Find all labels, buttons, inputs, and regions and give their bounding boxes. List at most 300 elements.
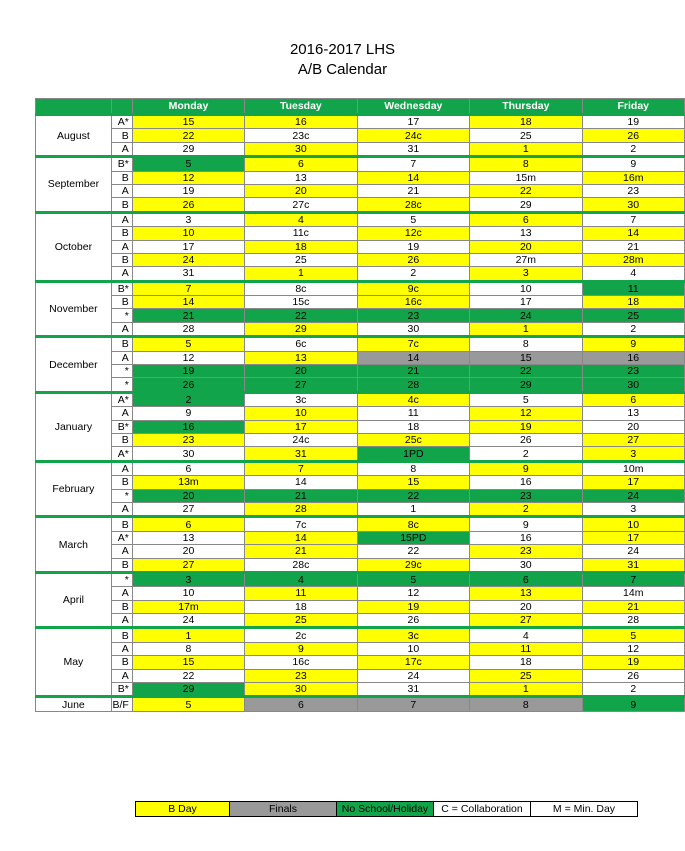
- day-cell: 21: [582, 600, 684, 613]
- day-cell: 19: [470, 420, 582, 433]
- day-cell: 6: [245, 157, 357, 171]
- day-cell: 23: [470, 545, 582, 558]
- day-cell: 26: [132, 378, 244, 392]
- month-label: June: [36, 697, 112, 711]
- day-cell: 6: [132, 461, 244, 475]
- header-tuesday: Tuesday: [245, 99, 357, 115]
- day-cell: 25: [470, 129, 582, 142]
- day-cell: 3: [582, 502, 684, 516]
- legend-item: M = Min. Day: [531, 802, 638, 817]
- day-cell: 1: [470, 142, 582, 156]
- week-row: [36, 171, 685, 184]
- ab-day-label: B: [111, 517, 132, 531]
- day-cell: 22: [132, 129, 244, 142]
- ab-day-label: A*: [111, 115, 132, 129]
- day-cell: 11: [245, 587, 357, 600]
- ab-day-label: A: [111, 322, 132, 336]
- day-cell: 21: [245, 489, 357, 502]
- day-cell: 1: [470, 322, 582, 336]
- week-row: [36, 129, 685, 142]
- day-cell: 18: [245, 240, 357, 253]
- day-cell: 17: [582, 531, 684, 544]
- day-cell: 8: [470, 337, 582, 351]
- day-cell: 19: [582, 656, 684, 669]
- week-row: [36, 628, 685, 642]
- day-cell: 17: [357, 115, 470, 129]
- day-cell: 7: [357, 697, 470, 711]
- header-month-cell: [36, 99, 112, 115]
- page-subtitle: A/B Calendar: [297, 61, 388, 78]
- ab-day-label: B: [111, 337, 132, 351]
- day-cell: 17: [245, 420, 357, 433]
- day-cell: 12: [132, 351, 244, 364]
- day-cell: 5: [357, 572, 470, 586]
- day-cell: 31: [357, 142, 470, 156]
- day-cell: 11: [582, 281, 684, 295]
- day-cell: 15: [132, 656, 244, 669]
- week-row: [36, 281, 685, 295]
- ab-day-label: B: [111, 129, 132, 142]
- month-label: January: [36, 392, 112, 461]
- month-label: October: [36, 212, 112, 281]
- week-row: [36, 212, 685, 226]
- day-cell: 17: [132, 240, 244, 253]
- day-cell: 16: [245, 115, 357, 129]
- ab-day-label: A*: [111, 531, 132, 544]
- day-cell: 15: [470, 351, 582, 364]
- day-cell: 13m: [132, 476, 244, 489]
- day-cell: 24c: [245, 433, 357, 446]
- day-cell: 10: [470, 281, 582, 295]
- day-cell: 28c: [245, 558, 357, 572]
- day-cell: 21: [132, 309, 244, 322]
- day-cell: 20: [245, 184, 357, 197]
- ab-day-label: A: [111, 212, 132, 226]
- day-cell: 21: [357, 365, 470, 378]
- day-cell: 21: [357, 184, 470, 197]
- day-cell: 8: [132, 642, 244, 655]
- day-cell: 12: [132, 171, 244, 184]
- day-cell: 1: [245, 267, 357, 281]
- ab-day-label: A: [111, 407, 132, 420]
- legend-item: Finals: [230, 802, 337, 817]
- ab-day-label: B/F: [111, 697, 132, 711]
- day-cell: 31: [582, 558, 684, 572]
- day-cell: 14m: [582, 587, 684, 600]
- day-cell: 6: [470, 212, 582, 226]
- day-cell: 12: [470, 407, 582, 420]
- day-cell: 21: [582, 240, 684, 253]
- week-row: [36, 253, 685, 266]
- day-cell: 9: [582, 337, 684, 351]
- week-row: [36, 614, 685, 628]
- week-row: [36, 517, 685, 531]
- day-cell: 27: [582, 433, 684, 446]
- day-cell: 17: [582, 476, 684, 489]
- day-cell: 27c: [245, 198, 357, 212]
- day-cell: 25: [245, 253, 357, 266]
- day-cell: 30: [582, 198, 684, 212]
- day-cell: 7: [582, 212, 684, 226]
- day-cell: 7: [582, 572, 684, 586]
- day-cell: 18: [245, 600, 357, 613]
- day-cell: 10: [357, 642, 470, 655]
- day-cell: 24: [357, 669, 470, 682]
- ab-day-label: B: [111, 476, 132, 489]
- day-cell: 19: [357, 240, 470, 253]
- week-row: [36, 337, 685, 351]
- day-cell: 16c: [245, 656, 357, 669]
- month-label: March: [36, 517, 112, 573]
- header-wednesday: Wednesday: [357, 99, 470, 115]
- header-ab-cell: [111, 99, 132, 115]
- ab-day-label: B*: [111, 683, 132, 697]
- day-cell: 18: [470, 656, 582, 669]
- ab-day-label: A: [111, 545, 132, 558]
- calendar-table: [35, 98, 685, 712]
- day-cell: 10: [132, 587, 244, 600]
- day-cell: 4: [582, 267, 684, 281]
- day-cell: 24: [132, 614, 244, 628]
- day-cell: 2: [582, 322, 684, 336]
- day-cell: 10m: [582, 461, 684, 475]
- day-cell: 5: [357, 212, 470, 226]
- header-thursday: Thursday: [470, 99, 582, 115]
- ab-day-label: *: [111, 572, 132, 586]
- month-label: May: [36, 628, 112, 697]
- day-cell: 29: [470, 378, 582, 392]
- week-row: [36, 656, 685, 669]
- ab-day-label: *: [111, 489, 132, 502]
- day-cell: 14: [245, 476, 357, 489]
- day-cell: 20: [132, 489, 244, 502]
- week-row: [36, 184, 685, 197]
- day-cell: 15: [357, 476, 470, 489]
- ab-day-label: B: [111, 656, 132, 669]
- day-cell: 3: [132, 572, 244, 586]
- day-cell: 17: [470, 296, 582, 309]
- week-row: [36, 600, 685, 613]
- day-cell: 8: [470, 697, 582, 711]
- week-row: [36, 642, 685, 655]
- legend-item: C = Collaboration: [434, 802, 531, 817]
- week-row: [36, 683, 685, 697]
- day-cell: 27: [132, 558, 244, 572]
- day-cell: 4: [470, 628, 582, 642]
- day-cell: 20: [582, 420, 684, 433]
- day-cell: 10: [582, 517, 684, 531]
- day-cell: 4c: [357, 392, 470, 406]
- ab-day-label: B*: [111, 281, 132, 295]
- ab-day-label: A: [111, 184, 132, 197]
- day-cell: 12c: [357, 227, 470, 240]
- day-cell: 27: [470, 614, 582, 628]
- month-label: November: [36, 281, 112, 337]
- week-row: [36, 461, 685, 475]
- day-cell: 7c: [357, 337, 470, 351]
- day-cell: 20: [245, 365, 357, 378]
- day-cell: 3: [470, 267, 582, 281]
- day-cell: 7: [132, 281, 244, 295]
- day-cell: 13: [245, 171, 357, 184]
- day-cell: 28c: [357, 198, 470, 212]
- ab-day-label: A: [111, 642, 132, 655]
- day-cell: 31: [357, 683, 470, 697]
- day-cell: 12: [582, 642, 684, 655]
- day-cell: 9: [582, 697, 684, 711]
- day-cell: 2: [470, 447, 582, 461]
- day-cell: 28: [245, 502, 357, 516]
- day-cell: 6: [245, 697, 357, 711]
- ab-day-label: A: [111, 614, 132, 628]
- page-title: 2016-2017 LHS: [289, 41, 396, 58]
- day-cell: 15c: [245, 296, 357, 309]
- day-cell: 7: [357, 157, 470, 171]
- day-cell: 2: [132, 392, 244, 406]
- day-cell: 26: [470, 433, 582, 446]
- ab-day-label: B: [111, 253, 132, 266]
- month-label: April: [36, 572, 112, 628]
- day-cell: 26: [582, 129, 684, 142]
- ab-day-label: A: [111, 502, 132, 516]
- day-cell: 30: [357, 322, 470, 336]
- ab-day-label: *: [111, 365, 132, 378]
- day-cell: 16: [582, 351, 684, 364]
- day-cell: 16: [470, 531, 582, 544]
- week-row: [36, 489, 685, 502]
- week-row: [36, 545, 685, 558]
- day-cell: 1: [470, 683, 582, 697]
- week-row: [36, 198, 685, 212]
- day-cell: 23: [132, 433, 244, 446]
- legend-item: No School/Holiday: [337, 802, 434, 817]
- day-cell: 3c: [357, 628, 470, 642]
- month-label: February: [36, 461, 112, 517]
- day-cell: 22: [357, 489, 470, 502]
- day-cell: 14: [132, 296, 244, 309]
- day-cell: 29: [245, 322, 357, 336]
- day-cell: 8: [470, 157, 582, 171]
- day-cell: 23: [357, 309, 470, 322]
- week-row: [36, 587, 685, 600]
- day-cell: 31: [245, 447, 357, 461]
- day-cell: 20: [470, 240, 582, 253]
- week-row: [36, 531, 685, 544]
- week-row: [36, 697, 685, 711]
- day-cell: 25c: [357, 433, 470, 446]
- week-row: [36, 558, 685, 572]
- day-cell: 29: [132, 142, 244, 156]
- ab-day-label: A: [111, 461, 132, 475]
- week-row: [36, 447, 685, 461]
- day-cell: 27: [132, 502, 244, 516]
- day-cell: 9: [245, 642, 357, 655]
- ab-day-label: B: [111, 600, 132, 613]
- day-cell: 15: [132, 115, 244, 129]
- day-cell: 25: [582, 309, 684, 322]
- ab-day-label: B*: [111, 157, 132, 171]
- week-row: [36, 142, 685, 156]
- day-cell: 13: [582, 407, 684, 420]
- week-row: [36, 365, 685, 378]
- day-cell: 28: [132, 322, 244, 336]
- day-cell: 14: [357, 351, 470, 364]
- day-cell: 30: [132, 447, 244, 461]
- day-cell: 30: [470, 558, 582, 572]
- day-cell: 2: [582, 683, 684, 697]
- day-cell: 23: [582, 184, 684, 197]
- day-cell: 5: [132, 697, 244, 711]
- ab-day-label: B: [111, 227, 132, 240]
- day-cell: 29c: [357, 558, 470, 572]
- day-cell: 7c: [245, 517, 357, 531]
- day-cell: 18: [582, 296, 684, 309]
- day-cell: 19: [357, 600, 470, 613]
- week-row: [36, 267, 685, 281]
- day-cell: 9: [470, 461, 582, 475]
- week-row: [36, 322, 685, 336]
- week-row: [36, 351, 685, 364]
- ab-day-label: B*: [111, 420, 132, 433]
- week-row: [36, 240, 685, 253]
- day-cell: 30: [245, 142, 357, 156]
- day-cell: 23: [582, 365, 684, 378]
- day-cell: 13: [132, 531, 244, 544]
- day-cell: 30: [245, 683, 357, 697]
- week-row: [36, 669, 685, 682]
- day-cell: 13: [470, 227, 582, 240]
- day-cell: 26: [132, 198, 244, 212]
- week-row: [36, 420, 685, 433]
- day-cell: 13: [470, 587, 582, 600]
- week-row: [36, 572, 685, 586]
- day-cell: 22: [470, 365, 582, 378]
- day-cell: 1: [132, 628, 244, 642]
- day-cell: 2c: [245, 628, 357, 642]
- day-cell: 6: [470, 572, 582, 586]
- day-cell: 24c: [357, 129, 470, 142]
- day-cell: 22: [245, 309, 357, 322]
- day-cell: 23: [245, 669, 357, 682]
- week-row: [36, 227, 685, 240]
- ab-day-label: A: [111, 669, 132, 682]
- day-cell: 20: [132, 545, 244, 558]
- day-cell: 8c: [245, 281, 357, 295]
- day-cell: 3: [132, 212, 244, 226]
- day-cell: 28: [357, 378, 470, 392]
- ab-day-label: A: [111, 142, 132, 156]
- day-cell: 18: [357, 420, 470, 433]
- ab-day-label: *: [111, 378, 132, 392]
- day-cell: 1: [357, 502, 470, 516]
- day-cell: 14: [582, 227, 684, 240]
- day-cell: 9: [470, 517, 582, 531]
- day-cell: 23: [470, 489, 582, 502]
- day-cell: 26: [357, 614, 470, 628]
- day-cell: 13: [245, 351, 357, 364]
- week-row: [36, 378, 685, 392]
- ab-day-label: B: [111, 198, 132, 212]
- day-cell: 9: [582, 157, 684, 171]
- ab-day-label: B: [111, 296, 132, 309]
- day-cell: 22: [357, 545, 470, 558]
- day-cell: 4: [245, 572, 357, 586]
- day-cell: 4: [245, 212, 357, 226]
- day-cell: 3c: [245, 392, 357, 406]
- ab-day-label: A*: [111, 447, 132, 461]
- day-cell: 5: [132, 157, 244, 171]
- day-cell: 24: [582, 489, 684, 502]
- day-cell: 16: [132, 420, 244, 433]
- day-cell: 16: [470, 476, 582, 489]
- day-cell: 2: [582, 142, 684, 156]
- day-cell: 17m: [132, 600, 244, 613]
- day-cell: 20: [470, 600, 582, 613]
- day-cell: 1PD: [357, 447, 470, 461]
- day-cell: 19: [132, 184, 244, 197]
- ab-day-label: B: [111, 433, 132, 446]
- calendar-body: [36, 115, 685, 712]
- day-cell: 11c: [245, 227, 357, 240]
- week-row: [36, 407, 685, 420]
- week-row: [36, 309, 685, 322]
- ab-day-label: A: [111, 267, 132, 281]
- day-cell: 2: [357, 267, 470, 281]
- day-cell: 29: [132, 683, 244, 697]
- day-cell: 16m: [582, 171, 684, 184]
- day-cell: 5: [470, 392, 582, 406]
- day-cell: 3: [582, 447, 684, 461]
- day-cell: 15PD: [357, 531, 470, 544]
- ab-day-label: B: [111, 628, 132, 642]
- day-cell: 10: [245, 407, 357, 420]
- ab-day-label: *: [111, 309, 132, 322]
- ab-day-label: A: [111, 351, 132, 364]
- header-row: [36, 99, 685, 115]
- day-cell: 19: [132, 365, 244, 378]
- month-label: December: [36, 337, 112, 393]
- ab-day-label: A: [111, 240, 132, 253]
- month-label: September: [36, 157, 112, 213]
- week-row: [36, 115, 685, 129]
- day-cell: 2: [470, 502, 582, 516]
- legend-item: B Day: [136, 802, 230, 817]
- day-cell: 17c: [357, 656, 470, 669]
- day-cell: 6: [132, 517, 244, 531]
- day-cell: 12: [357, 587, 470, 600]
- day-cell: 24: [470, 309, 582, 322]
- week-row: [36, 296, 685, 309]
- day-cell: 14: [245, 531, 357, 544]
- day-cell: 21: [245, 545, 357, 558]
- day-cell: 9: [132, 407, 244, 420]
- week-row: [36, 392, 685, 406]
- ab-day-label: B: [111, 171, 132, 184]
- day-cell: 23c: [245, 129, 357, 142]
- day-cell: 5: [582, 628, 684, 642]
- header-monday: Monday: [132, 99, 244, 115]
- month-label: August: [36, 115, 112, 157]
- day-cell: 9c: [357, 281, 470, 295]
- day-cell: 24: [582, 545, 684, 558]
- day-cell: 28m: [582, 253, 684, 266]
- day-cell: 29: [470, 198, 582, 212]
- week-row: [36, 157, 685, 171]
- day-cell: 14: [357, 171, 470, 184]
- week-row: [36, 476, 685, 489]
- day-cell: 26: [582, 669, 684, 682]
- day-cell: 15m: [470, 171, 582, 184]
